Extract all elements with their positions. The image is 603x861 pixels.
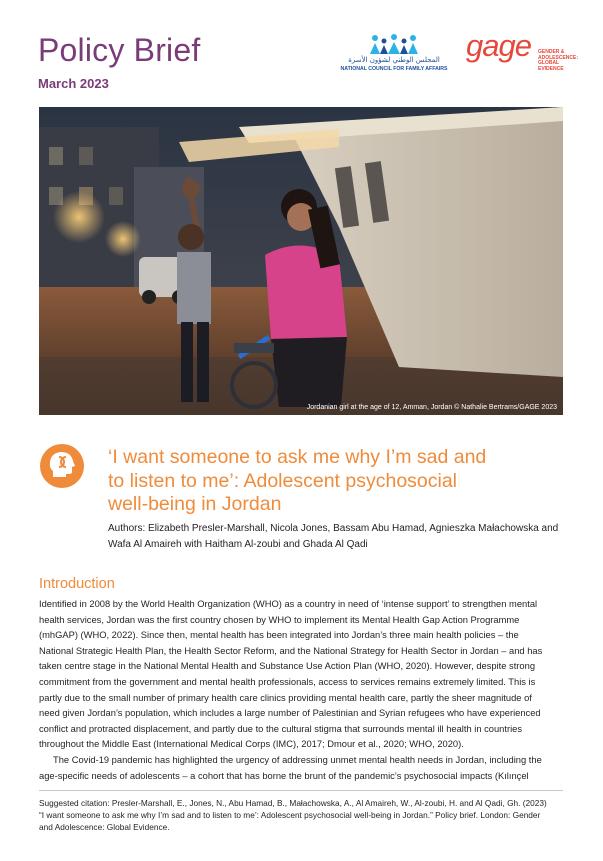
body-line: (mhGAP) (WHO, 2022). Since then, mental health has been integrated into Jordan’s three main health policies – the [39, 630, 519, 641]
authors [108, 521, 568, 553]
authors-line: Authors: Elizabeth Presler-Marshall, Nicola Jones, Bassam Abu Hamad, Agnieszka Małachowska and [108, 523, 559, 534]
citation-line: “I want someone to ask me why I’m sad and to listen to me’: Adolescent psychosocial well-being in Jordan.” Policy brief. London: Gender [39, 810, 541, 820]
body-line: need given Jordan’s population, which includes a large number of Palestinian and Syrian refugees who have experienced [39, 708, 541, 719]
ncfa-arabic-name: المجلس الوطني لشؤون الأسرة [348, 56, 440, 64]
body-line: commitment from the government and mental health professionals, access to services remains extremely limited. This is [39, 676, 536, 687]
body-line: health services, Jordan was the first country chosen by WHO to implement its Mental Health Gap Action Programme [39, 614, 520, 625]
body-line: taken centre stage in the National Mental Health and Substance Use Action Plan (WHO, 2020). However, despite strong [39, 661, 536, 672]
ncfa-english-name: NATIONAL COUNCIL FOR FAMILY AFFAIRS [340, 66, 448, 72]
ncfa-logo [338, 34, 450, 78]
cover-photo [39, 107, 563, 415]
gage-subtitle: GENDER & ADOLESCENCE: GLOBAL EVIDENCE [538, 49, 579, 72]
brief-title [108, 446, 568, 517]
cover-photo-illustration [39, 107, 563, 415]
body-line: National Strategic Health Plan, the Health Sector Reform, and the National Strategy for Health Sector in Jordan – and has [39, 645, 543, 656]
citation-line: Suggested citation: Presler-Marshall, E., Jones, N., Abu Hamad, B., Małachowska, A., Al Amaireh, W., Al-zoubi, H. and Al Qadi, Gh. (2023) [39, 798, 547, 808]
title-line: ‘I want someone to ask me why I’m sad and [108, 446, 487, 468]
authors-line: Wafa Al Amaireh with Haitham Al-zoubi and Ghada Al Qadi [108, 539, 368, 550]
suggested-citation [39, 797, 567, 833]
body-line: conflict and protracted displacement, and partly due to the cultural stigma that surrounds mental ill health in countries [39, 723, 523, 734]
publication-date: March 2023 [38, 76, 109, 91]
photo-caption: Jordanian girl at the age of 12, Amman, Jordan © Nathalie Bertrams/GAGE 2023 [306, 404, 557, 411]
introduction-heading: Introduction [39, 576, 115, 592]
body-line: partly due to the small number of primary health care clinics providing mental health care, partly the sheer magnitude of [39, 692, 532, 703]
ncfa-people-icon [368, 34, 420, 56]
gage-logo [466, 28, 579, 78]
introduction-body [39, 597, 567, 784]
gage-wordmark: gage [466, 28, 531, 63]
title-line: to listen to me’: Adolescent psychosocial [108, 469, 458, 492]
body-line: age-specific needs of adolescents – a cohort that has borne the brunt of the pandemic’s psychosocial impacts (Kılınçel [39, 770, 529, 781]
body-line: throughout the Middle East (International Medical Corps (IMC), 2017; Dmour et al., 2020; WHO, 2020). [39, 739, 464, 750]
title-line: well-being in Jordan [108, 493, 282, 515]
footer-divider [39, 790, 563, 791]
page-title: Policy Brief [38, 32, 201, 68]
body-line: Identified in 2008 by the World Health Organization (WHO) as a country in need of ‘intense support’ to strengthen mental [39, 599, 538, 609]
mental-health-head-icon [40, 444, 84, 488]
citation-line: and Adolescence: Global Evidence. [39, 822, 170, 832]
body-line: The Covid-19 pandemic has highlighted the urgency of addressing unmet mental health needs in Jordan, including the [53, 754, 542, 765]
